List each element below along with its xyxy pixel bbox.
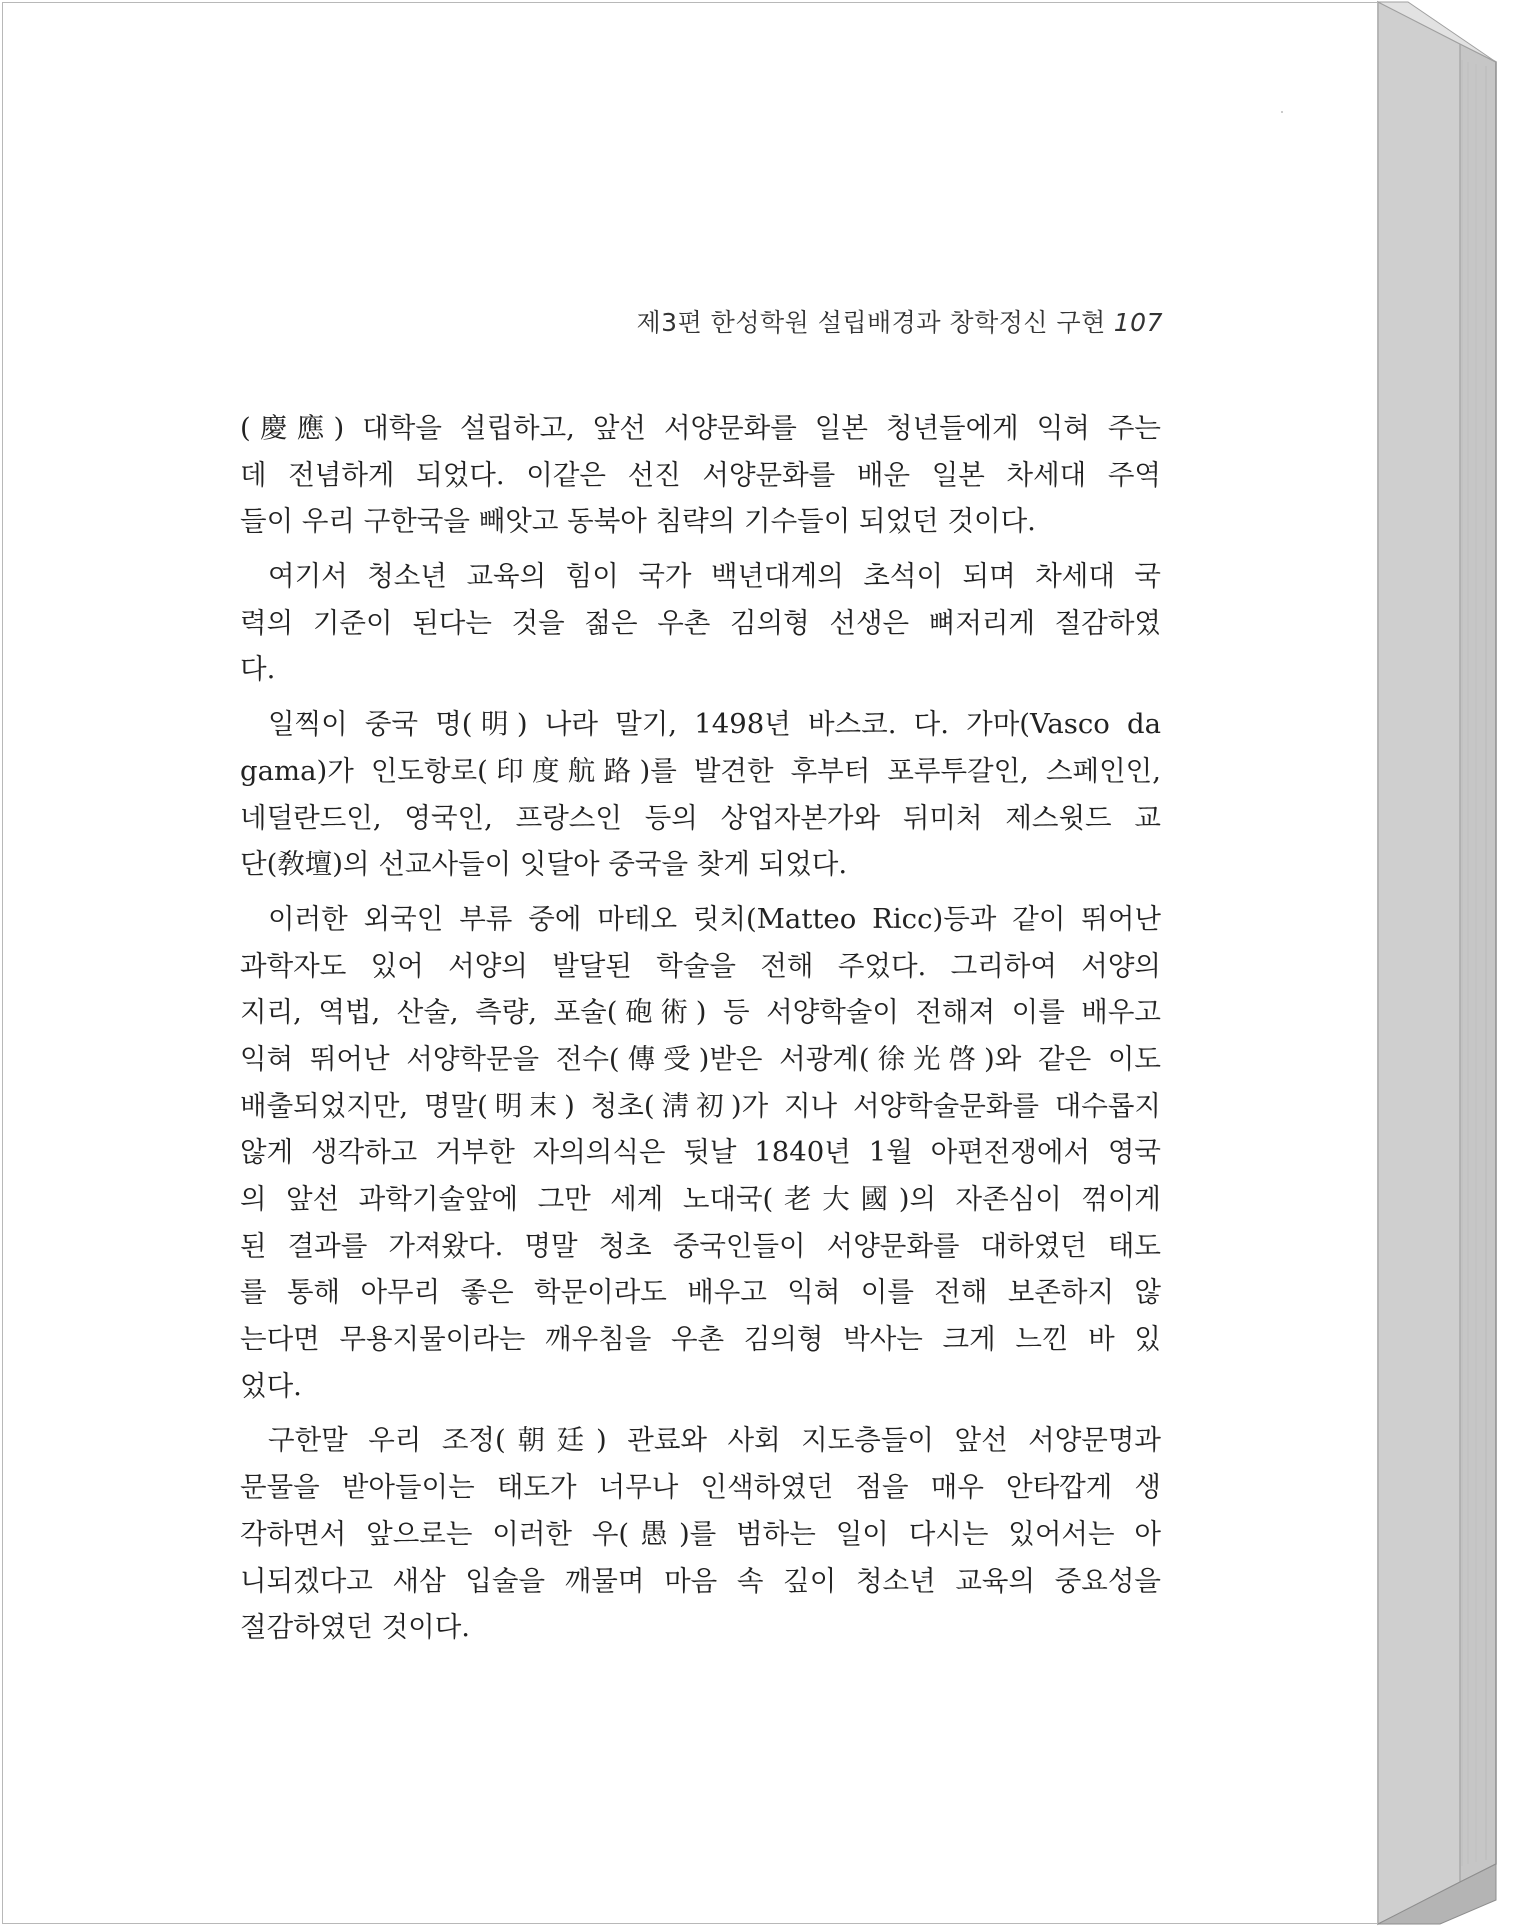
- text-line: 과학자도 있어 서양의 발달된 학술을 전해 주었다. 그리하여 서양의: [240, 949, 1161, 982]
- text-line: 이러한 외국인 부류 중에 마테오 릿치(Matteo Ricc)등과 같이 뛰어난: [268, 902, 1161, 935]
- text-line: 각하면서 앞으로는 이러한 우(愚)를 범하는 일이 다시는 있어서는 아: [240, 1517, 1161, 1550]
- chapter-title: 제3편 한성학원 설립배경과 창학정신 구현: [636, 308, 1106, 337]
- text-line: 절감하였던 것이다.: [240, 1611, 471, 1644]
- text-line: 데 전념하게 되었다. 이같은 선진 서양문화를 배운 일본 차세대 주역: [240, 458, 1161, 491]
- text-line: (慶應) 대학을 설립하고, 앞선 서양문화를 일본 청년들에게 익혀 주는: [240, 412, 1161, 444]
- text-line: 었다.: [240, 1369, 302, 1402]
- text-line: 익혀 뛰어난 서양학문을 전수(傳受)받은 서광계(徐光啓)와 같은 이도: [240, 1042, 1161, 1075]
- text-line: 들이 우리 구한국을 빼앗고 동북아 침략의 기수들이 되었던 것이다.: [240, 505, 1036, 538]
- text-line: 단(敎壇)의 선교사들이 잇달아 중국을 찾게 되었다.: [240, 848, 848, 881]
- text-line: 력의 기준이 된다는 것을 젊은 우촌 김의형 선생은 뼈저리게 절감하였: [240, 606, 1161, 639]
- page-number: 107: [1113, 308, 1163, 337]
- paragraph: [240, 701, 1161, 888]
- text-line: 의 앞선 과학기술앞에 그만 세계 노대국(老大國)의 자존심이 꺾이게: [240, 1183, 1161, 1215]
- text-line: 않게 생각하고 거부한 자의의식은 뒷날 1840년 1월 아편전쟁에서 영국: [240, 1136, 1161, 1169]
- text-line: 문물을 받아들이는 태도가 너무나 인색하였던 점을 매우 안타깝게 생: [240, 1471, 1161, 1504]
- text-line: 된 결과를 가져왔다. 명말 청초 중국인들이 서양문화를 대하였던 태도: [240, 1229, 1161, 1262]
- text-line: 여기서 청소년 교육의 힘이 국가 백년대계의 초석이 되며 차세대 국: [268, 560, 1161, 593]
- text-line: 를 통해 아무리 좋은 학문이라도 배우고 익혀 이를 전해 보존하지 않: [240, 1276, 1161, 1309]
- text-line: gama)가 인도항로(印度航路)를 발견한 후부터 포루투갈인, 스페인인,: [240, 754, 1161, 787]
- paragraph: [240, 1417, 1161, 1650]
- text-line: 일찍이 중국 명(明) 나라 말기, 1498년 바스코. 다. 가마(Vasco da: [268, 708, 1161, 741]
- body-text: [240, 405, 1161, 1651]
- text-line: 구한말 우리 조정(朝廷) 관료와 사회 지도층들이 앞선 서양문명과: [268, 1424, 1161, 1457]
- running-header: [3, 303, 1163, 339]
- paragraph: [240, 553, 1161, 693]
- paragraph: [240, 405, 1161, 545]
- text-line: 니되겠다고 새삼 입술을 깨물며 마음 속 깊이 청소년 교육의 중요성을: [240, 1564, 1161, 1597]
- paragraph: [240, 896, 1161, 1410]
- text-line: 는다면 무용지물이라는 깨우침을 우촌 김의형 박사는 크게 느낀 바 있: [240, 1323, 1161, 1356]
- text-line: 배출되었지만, 명말(明末) 청초(淸初)가 지나 서양학술문화를 대수롭지: [240, 1089, 1161, 1122]
- page-speck: [1281, 111, 1283, 113]
- text-line: 다.: [240, 653, 276, 686]
- book-page: [2, 2, 1378, 1924]
- text-line: 네덜란드인, 영국인, 프랑스인 등의 상업자본가와 뒤미처 제스윗드 교: [240, 801, 1161, 834]
- text-line: 지리, 역법, 산술, 측량, 포술(砲術) 등 서양학술이 전해져 이를 배우고: [240, 996, 1161, 1029]
